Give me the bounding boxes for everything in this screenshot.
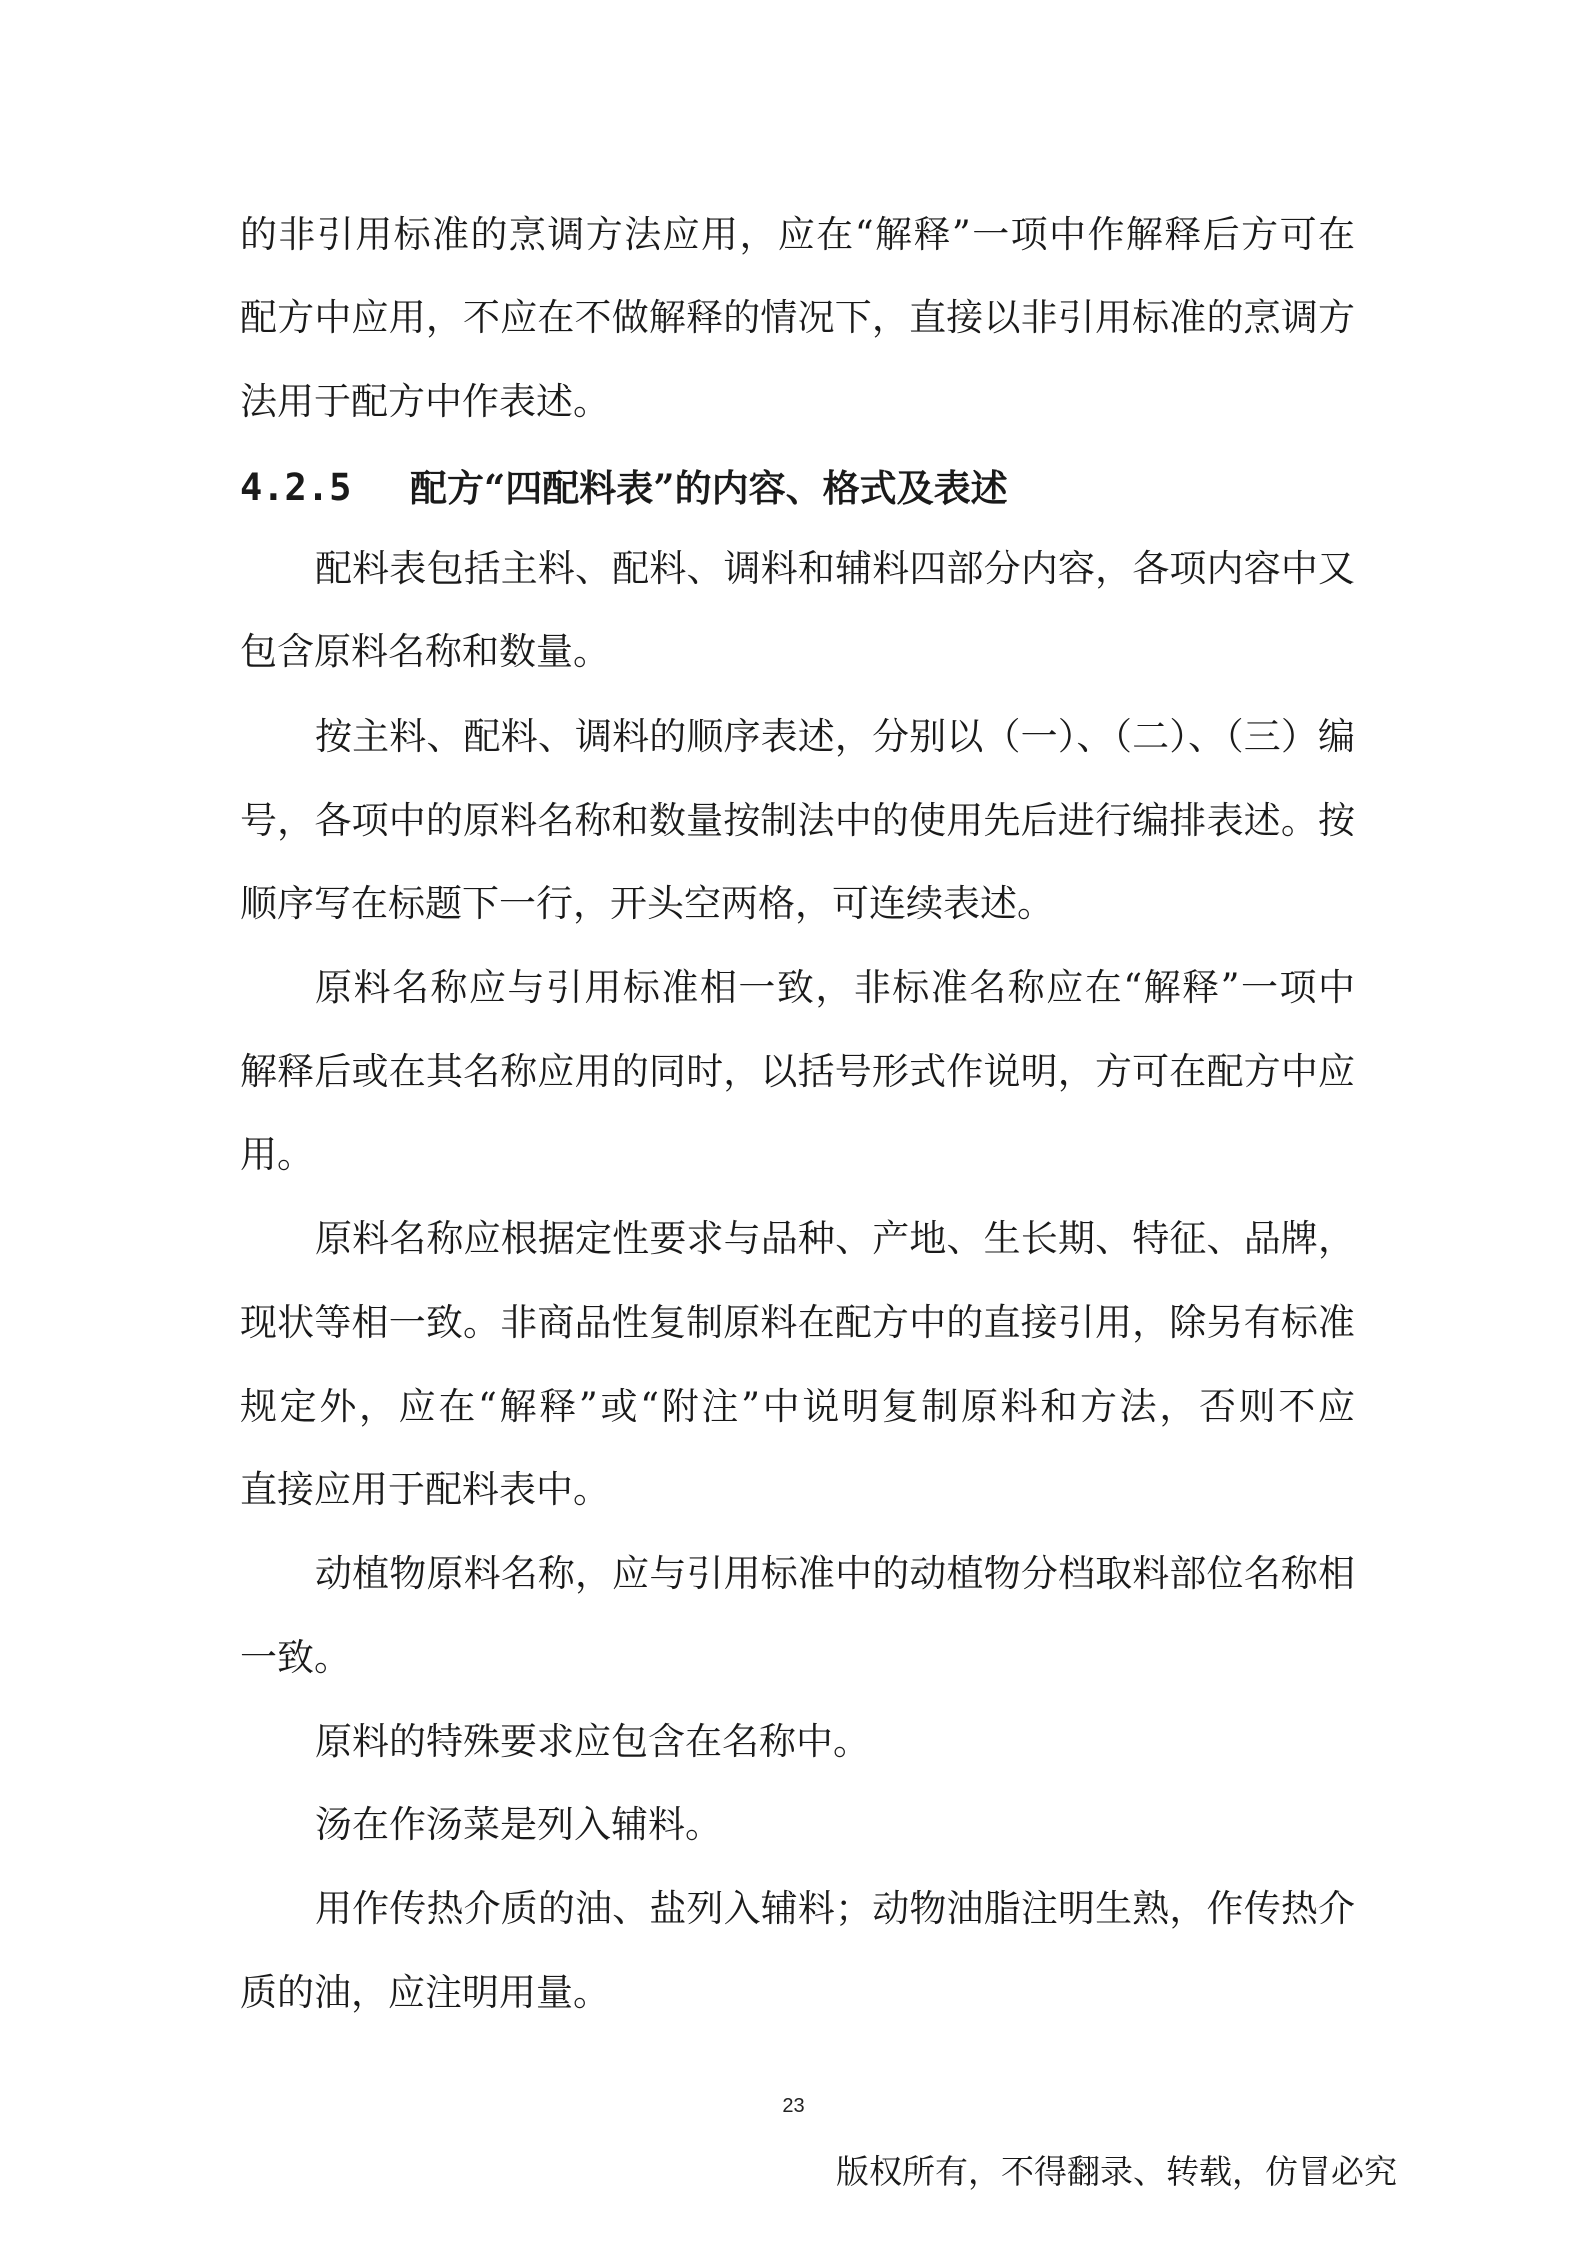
text-line: 解释后或在其名称应用的同时，以括号形式作说明，方可在配方中应 (240, 1050, 1355, 1093)
section-title: 配方“四配料表”的内容、格式及表述 (410, 466, 1008, 510)
text-line: 配料表包括主料、配料、调料和辅料四部分内容，各项内容中又 (315, 547, 1355, 590)
text-line: 直接应用于配料表中。 (240, 1468, 610, 1511)
copyright-notice: 版权所有，不得翻录、转载，仿冒必究 (836, 2152, 1397, 2191)
text-line: 现状等相一致。非商品性复制原料在配方中的直接引用，除另有标准 (240, 1301, 1355, 1344)
text-line: 法用于配方中作表述。 (240, 380, 610, 423)
text-line: 配方中应用，不应在不做解释的情况下，直接以非引用标准的烹调方 (240, 296, 1355, 339)
text-line: 动植物原料名称，应与引用标准中的动植物分档取料部位名称相 (315, 1552, 1355, 1595)
text-line: 用作传热介质的油、盐列入辅料；动物油脂注明生熟，作传热介 (315, 1887, 1355, 1930)
text-line: 规定外，应在“解释”或“附注”中说明复制原料和方法，否则不应 (240, 1385, 1355, 1428)
text-line: 一致。 (240, 1636, 351, 1679)
section-number: 4.2.5 (240, 466, 352, 509)
text-line: 的非引用标准的烹调方法应用，应在“解释”一项中作解释后方可在 (240, 213, 1355, 256)
text-line: 号，各项中的原料名称和数量按制法中的使用先后进行编排表述。按 (240, 799, 1355, 842)
text-line: 原料名称应与引用标准相一致，非标准名称应在“解释”一项中 (315, 966, 1355, 1009)
text-line: 用。 (240, 1133, 314, 1176)
text-line: 按主料、配料、调料的顺序表述，分别以（一）、（二）、（三）编 (315, 715, 1355, 758)
text-line: 质的油，应注明用量。 (240, 1971, 610, 2014)
text-line: 原料名称应根据定性要求与品种、产地、生长期、特征、品牌， (315, 1217, 1355, 1260)
text-line: 汤在作汤菜是列入辅料。 (315, 1803, 722, 1846)
page-number: 23 (782, 2095, 805, 2117)
text-line: 原料的特殊要求应包含在名称中。 (315, 1720, 870, 1763)
text-line: 包含原料名称和数量。 (240, 630, 610, 673)
text-line: 顺序写在标题下一行，开头空两格，可连续表述。 (240, 882, 1054, 925)
